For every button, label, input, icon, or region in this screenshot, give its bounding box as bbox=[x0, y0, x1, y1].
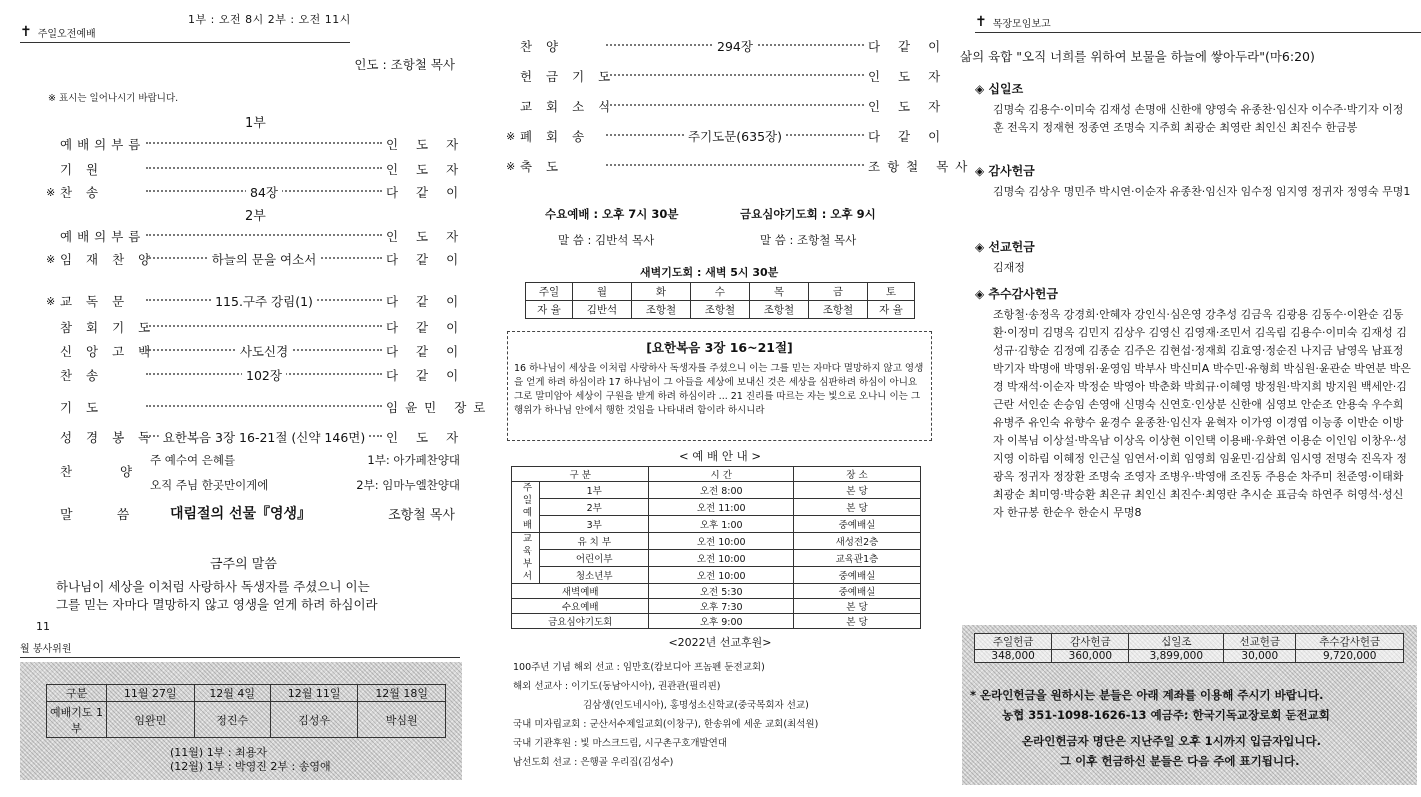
praise-song: 주 예수여 은혜를 bbox=[150, 453, 236, 467]
dawn-day: 금 bbox=[808, 283, 867, 301]
schedule-cell: 본 당 bbox=[793, 599, 920, 614]
verse-line: 그를 믿는 자마다 멸망하지 않고 영생을 얻게 하려 하심이라 bbox=[56, 597, 378, 612]
mission-line: 해외 선교사 : 이기도(동남아시아), 권관관(필리핀) bbox=[513, 681, 721, 692]
order-item bbox=[520, 67, 948, 85]
order-detail: 102장 bbox=[242, 366, 286, 384]
duty-footer bbox=[170, 746, 331, 774]
dawn-table bbox=[525, 282, 915, 319]
order-detail: 115.구주 강림(1) bbox=[211, 292, 317, 310]
schedule-group: 교육부서 bbox=[512, 533, 540, 584]
divider bbox=[20, 657, 460, 658]
dawn-day: 목 bbox=[749, 283, 808, 301]
order-leader bbox=[142, 343, 386, 359]
schedule-cell: 오후 9:00 bbox=[649, 614, 793, 629]
notice-line: 농협 351-1098-1626-13 예금주: 한국기독교장로회 둔전교회 bbox=[1002, 708, 1330, 722]
schedule-row bbox=[512, 482, 921, 499]
order-leader bbox=[142, 399, 386, 415]
dawn-leader: 조항철 bbox=[690, 301, 749, 319]
dotted-leader bbox=[606, 74, 864, 76]
order-leader bbox=[142, 429, 386, 445]
fri-sermon: 말 씀 : 조항철 목사 bbox=[760, 233, 857, 247]
duty-label: 예배기도 bbox=[49, 705, 93, 719]
dotted-leader bbox=[606, 164, 864, 166]
dawn-leader: 조항철 bbox=[631, 301, 690, 319]
group-title: 선교헌금 bbox=[988, 240, 1035, 254]
wed-sermon: 말 씀 : 김반석 목사 bbox=[558, 233, 655, 247]
praise-line-2 bbox=[150, 477, 460, 493]
order-item bbox=[520, 37, 948, 55]
schedule-cell: 오후 7:30 bbox=[649, 599, 793, 614]
offering-value: 360,000 bbox=[1052, 650, 1129, 663]
schedule-row bbox=[512, 516, 921, 533]
mission-line: 100주년 기념 해외 선교 : 임만호(캄보디아 프놈펜 둔전교회) bbox=[513, 662, 765, 673]
cross-icon: ✝ bbox=[20, 24, 32, 40]
order-leader bbox=[142, 319, 386, 335]
fri-service-title: 금요심야기도회 : 오후 9시 bbox=[740, 207, 876, 221]
part1-title: 1부 bbox=[245, 116, 266, 131]
scripture-title: [요한복음 3장 16~21절] bbox=[646, 340, 793, 355]
order-label: 찬 송 bbox=[60, 368, 104, 383]
mission-line: 국내 미자립교회 : 군산서수제일교회(이창구), 한송위에 세운 교회(최석원) bbox=[513, 719, 819, 730]
order-item bbox=[46, 292, 466, 310]
notice-line: * 온라인헌금을 원하시는 분들은 아래 계좌를 이용해 주시기 바랍니다. bbox=[970, 688, 1324, 702]
section-header-sunday bbox=[20, 24, 350, 40]
dawn-leader: 조항철 bbox=[808, 301, 867, 319]
online-notice bbox=[970, 685, 1410, 771]
schedule-cell: 본 당 bbox=[793, 614, 920, 629]
order-leader bbox=[602, 38, 868, 54]
group-names: 김재정 bbox=[993, 261, 1025, 274]
group-title: 추수감사헌금 bbox=[988, 287, 1058, 301]
order-item bbox=[60, 398, 493, 416]
order-leader bbox=[602, 98, 868, 114]
order-label: 임 재 찬 양 bbox=[60, 252, 156, 267]
order-leader-name: 다 같 이 bbox=[386, 185, 466, 200]
schedule-cell: 3부 bbox=[540, 516, 649, 533]
praise-label: 찬 양 bbox=[60, 464, 155, 479]
offering-value: 3,899,000 bbox=[1129, 650, 1224, 663]
mission-line: 남선도회 선교 : 은행골 우리집(김성수) bbox=[513, 757, 674, 768]
offering-col: 십일조 bbox=[1129, 634, 1224, 650]
standing-mark: ※ bbox=[46, 185, 56, 199]
mission-title: <2022년 선교후원> bbox=[668, 636, 772, 649]
part2-title: 2부 bbox=[245, 209, 266, 224]
schedule-col: 구 분 bbox=[512, 467, 649, 482]
sermon-preacher: 조항철 목사 bbox=[388, 507, 455, 523]
dotted-leader bbox=[146, 142, 382, 144]
schedule-row bbox=[512, 567, 921, 584]
praise-song: 오직 주님 한곳만이게에 bbox=[150, 478, 269, 492]
duty-header bbox=[20, 640, 460, 655]
schedule-cell: 교육관1층 bbox=[793, 550, 920, 567]
order-leader-name: 인 도 자 bbox=[386, 162, 466, 177]
schedule-title: < 예 배 안 내 > bbox=[679, 449, 761, 463]
order-detail: 사도신경 bbox=[236, 342, 292, 360]
schedule-cell: 본 당 bbox=[793, 499, 920, 516]
order-label: 기 도 bbox=[60, 400, 104, 415]
standing-mark: ※ bbox=[506, 159, 516, 173]
duty-footer-line: (11월) 1부 : 최용자 bbox=[170, 746, 267, 759]
order-leader-name: 다 같 이 bbox=[386, 252, 466, 267]
order-detail: 294장 bbox=[713, 37, 757, 55]
order-item bbox=[60, 160, 466, 178]
leader-line: 인도 : 조항철 목사 bbox=[354, 57, 455, 72]
order-leader-name: 다 같 이 bbox=[386, 294, 466, 309]
duty-box bbox=[20, 662, 462, 780]
offering-header-row bbox=[975, 634, 1404, 650]
schedule-cell: 오전 10:00 bbox=[649, 567, 793, 584]
middle-panel bbox=[490, 0, 975, 797]
order-leader bbox=[142, 251, 386, 267]
order-detail: 주기도문(635장) bbox=[684, 127, 786, 145]
duty-col: 11월 27일 bbox=[107, 685, 195, 702]
order-leader bbox=[142, 161, 386, 177]
section-header-report bbox=[975, 14, 1421, 30]
schedule-cell: 오전 5:30 bbox=[649, 584, 793, 599]
left-panel bbox=[0, 0, 493, 797]
schedule-row bbox=[512, 533, 921, 550]
order-leader-name: 다 같 이 bbox=[386, 320, 466, 335]
group-title-row bbox=[975, 80, 1413, 97]
standing-mark: ※ bbox=[46, 294, 56, 308]
dawn-leader: 자 율 bbox=[867, 301, 914, 319]
praise-lines bbox=[150, 452, 460, 493]
order-label: 교 독 문 bbox=[60, 294, 130, 309]
standing-mark: ※ bbox=[506, 129, 516, 143]
dotted-leader bbox=[146, 234, 382, 236]
offering-col: 감사헌금 bbox=[1052, 634, 1129, 650]
order-leader-name: 인 도 자 bbox=[386, 229, 466, 244]
duty-title: 월 봉사위원 bbox=[20, 644, 72, 655]
order-label: 신 앙 고 백 bbox=[60, 344, 156, 359]
scripture-box bbox=[507, 331, 932, 441]
duty-col: 12월 18일 bbox=[358, 685, 446, 702]
order-leader-name: 인 도 자 bbox=[868, 99, 948, 114]
order-label: 교 회 소 식 bbox=[520, 99, 616, 114]
group-title-row bbox=[975, 162, 1413, 179]
schedule-col: 시 간 bbox=[649, 467, 793, 482]
schedule-cell: 오전 11:00 bbox=[649, 499, 793, 516]
right-panel bbox=[955, 0, 1421, 797]
order-label: 성 경 봉 독 bbox=[60, 430, 156, 445]
order-leader bbox=[602, 158, 868, 174]
order-label: 헌 금 기 도 bbox=[520, 69, 616, 84]
schedule-cell: 어린이부 bbox=[540, 550, 649, 567]
dotted-leader bbox=[606, 104, 864, 106]
order-item bbox=[46, 250, 466, 268]
order-leader-name: 다 같 이 bbox=[868, 39, 948, 54]
summary-box bbox=[962, 625, 1417, 785]
offering-col: 추수감사헌금 bbox=[1296, 634, 1404, 650]
schedule-cell: 청소년부 bbox=[540, 567, 649, 584]
order-label: 축 도 bbox=[520, 159, 564, 174]
notice-line: 그 이후 헌금하신 분들은 다음 주에 표기됩니다. bbox=[1060, 754, 1300, 768]
order-leader bbox=[142, 228, 386, 244]
mission-line: 국내 기관후원 : 빛 마스크드림, 시구촌구호개발연대 bbox=[513, 738, 728, 749]
group-names: 조항철·송정옥 강경희·안혜자 강인식·심은영 강추성 김금옥 김광용 김동수·이완순 김동환·이정미 김명옥 김민지 김상우 김영신 김영재·조민서 김옥림 김용수·이미숙 김재성 김성규·김향순 김정예 김종순 김주은 김현섭·정재희 김효영·정순진 나지금 남영옥 남표정 박기자 박명애 박명위·윤영임 박부사 박신미A 박수민·유형희 박심원·윤관순 박연분 박은경 박재석·이순자 박정순 박영아 박춘화 박희규·이혜영 방정원·박지희 방지원 백세안·김근란 서인순 손승임 손영애 신명숙 신연호·인상분 신한애 심영보 안순조 안용숙 우수희 유병주 유인숙 유향수 윤경수 윤종찬·임신자 윤혁자 이가영 이경엽 이능종 이반순 이방자 이복님 이상설·박옥남 이상옥 이상현 이인택 이용배·우화연 이용순 이인임 이창우·성지영 이하림 이혜정 인근실 임연서·이희 임영희 임윤민·김삼희 임시영 전명숙 진옥자 정광옥 정귀자 정장환 조명숙 조영자 조병우·박영애 조진동 주용순 차주미 천준영·이태화 최광순 최미영·박승환 최은규 최인신 최진수·최영란 추시순 표금숙 하연주 허영석·성신자 한규봉 한순우 한순시 무명8 bbox=[993, 308, 1411, 519]
order-detail: 요한복음 3장 16-21절 (신약 146면) bbox=[159, 428, 369, 446]
order-label: 예배의부름 bbox=[60, 229, 146, 244]
mission-line: 김삼생(인도네시아), 홍명성소신학교(중국목회자 선교) bbox=[583, 700, 809, 711]
order-label: 참 회 기 도 bbox=[60, 320, 156, 335]
offering-values-row bbox=[975, 650, 1404, 663]
praise-choir: 2부: 임마누엘찬양대 bbox=[356, 478, 460, 492]
order-item bbox=[60, 227, 466, 245]
page-number: 11 bbox=[36, 620, 50, 633]
dawn-days-row bbox=[526, 283, 915, 301]
order-leader bbox=[142, 136, 386, 152]
service-times: 1부 : 오전 8시 2부 : 오전 11시 bbox=[188, 13, 351, 26]
duty-cell: 정진수 bbox=[194, 702, 270, 738]
standing-note: ※ 표시는 일어나시기 바랍니다. bbox=[48, 93, 179, 104]
order-leader bbox=[142, 367, 386, 383]
schedule-group: 주일예배 bbox=[512, 482, 540, 533]
schedule-cell: 1부 bbox=[540, 482, 649, 499]
schedule-row bbox=[512, 614, 921, 629]
sermon-label: 말 씀 bbox=[60, 507, 150, 523]
standing-mark: ※ bbox=[46, 252, 56, 266]
schedule-cell: 새벽예배 bbox=[512, 584, 649, 599]
order-label: 예배의부름 bbox=[60, 137, 146, 152]
schedule-cell: 오후 1:00 bbox=[649, 516, 793, 533]
offering-group bbox=[975, 80, 1413, 137]
schedule-cell: 오전 10:00 bbox=[649, 533, 793, 550]
group-title-row bbox=[975, 238, 1413, 255]
weekly-verse bbox=[56, 578, 378, 614]
duty-col: 구분 bbox=[47, 685, 107, 702]
weekly-verse-title: 금주의 말씀 bbox=[210, 557, 277, 572]
group-title-row bbox=[975, 285, 1413, 302]
section-title: 주일오전예배 bbox=[37, 28, 96, 40]
duty-table bbox=[46, 684, 446, 738]
group-names: 김명숙 김상우 명민주 박시연·이순자 유종찬·임신자 임수정 임지영 정귀자 정영숙 무명1 bbox=[993, 185, 1411, 198]
offering-col: 선교헌금 bbox=[1224, 634, 1296, 650]
verse-line: 하나님이 세상을 이처럼 사랑하사 독생자를 주셨으니 이는 bbox=[56, 579, 370, 594]
schedule-row bbox=[512, 499, 921, 516]
schedule-row bbox=[512, 550, 921, 567]
order-label: 기 원 bbox=[60, 162, 104, 177]
schedule-table bbox=[511, 466, 921, 629]
offering-group bbox=[975, 238, 1413, 277]
offering-value: 9,720,000 bbox=[1296, 650, 1404, 663]
schedule-cell: 본 당 bbox=[793, 482, 920, 499]
schedule-cell: 중예배실 bbox=[793, 516, 920, 533]
order-item bbox=[60, 342, 466, 360]
sermon-line bbox=[60, 503, 455, 523]
divider bbox=[20, 42, 350, 43]
mission-list bbox=[513, 658, 818, 772]
dawn-leader: 자 율 bbox=[526, 301, 573, 319]
order-leader bbox=[602, 128, 868, 144]
schedule-col: 장 소 bbox=[793, 467, 920, 482]
schedule-cell: 새성전2층 bbox=[793, 533, 920, 550]
schedule-header bbox=[512, 467, 921, 482]
duty-footer-line: (12월) 1부 : 박영진 2부 : 송영애 bbox=[170, 760, 331, 773]
order-leader-name: 다 같 이 bbox=[386, 344, 466, 359]
group-title: 감사헌금 bbox=[988, 164, 1035, 178]
dawn-day: 월 bbox=[572, 283, 631, 301]
order-item bbox=[506, 157, 975, 175]
dawn-day: 주일 bbox=[526, 283, 573, 301]
diamond-icon: ◈ bbox=[975, 240, 989, 254]
dawn-day: 화 bbox=[631, 283, 690, 301]
offering-group bbox=[975, 162, 1413, 201]
section-title: 목장모임보고 bbox=[992, 18, 1051, 30]
schedule-row bbox=[512, 584, 921, 599]
duty-part: 1부 bbox=[71, 705, 103, 735]
order-label: 폐 회 송 bbox=[520, 129, 590, 144]
dawn-leader: 조항철 bbox=[749, 301, 808, 319]
order-item bbox=[60, 366, 466, 384]
order-leader-name: 다 같 이 bbox=[386, 368, 466, 383]
offering-value: 30,000 bbox=[1224, 650, 1296, 663]
schedule-cell: 중예배실 bbox=[793, 584, 920, 599]
schedule-cell: 수요예배 bbox=[512, 599, 649, 614]
duty-cell: 임완민 bbox=[107, 702, 195, 738]
dotted-leader bbox=[146, 405, 382, 407]
order-leader-name: 다 같 이 bbox=[868, 129, 948, 144]
order-leader bbox=[142, 293, 386, 309]
schedule-cell: 오전 10:00 bbox=[649, 550, 793, 567]
schedule-cell: 오전 8:00 bbox=[649, 482, 793, 499]
schedule-row bbox=[512, 599, 921, 614]
duty-col: 12월 4일 bbox=[194, 685, 270, 702]
notice-line: 온라인헌금자 명단은 지난주일 오후 1시까지 입금자입니다. bbox=[1022, 734, 1322, 748]
sermon-title: 대림절의 선물『영생』 bbox=[170, 506, 312, 522]
order-item bbox=[60, 318, 466, 336]
duty-row-label bbox=[47, 702, 107, 738]
order-detail: 하늘의 문을 여소서 bbox=[208, 250, 321, 268]
divider bbox=[975, 32, 1421, 33]
order-leader-name: 인 도 자 bbox=[386, 137, 466, 152]
offering-summary-table bbox=[974, 633, 1404, 663]
order-item bbox=[60, 428, 466, 446]
order-label: 찬 송 bbox=[60, 185, 104, 200]
order-label: 찬 양 bbox=[520, 39, 564, 54]
report-headline: 삶의 육합 "오직 너희를 위하여 보물을 하늘에 쌓아두라"(마6:20) bbox=[960, 49, 1315, 64]
duty-col: 12월 11일 bbox=[270, 685, 358, 702]
offering-value: 348,000 bbox=[975, 650, 1052, 663]
dotted-leader bbox=[146, 325, 382, 327]
wed-service-title: 수요예배 : 오후 7시 30분 bbox=[545, 207, 679, 221]
diamond-icon: ◈ bbox=[975, 82, 989, 96]
duty-cell: 박심원 bbox=[358, 702, 446, 738]
order-item bbox=[506, 127, 948, 145]
praise-line-1 bbox=[150, 452, 460, 468]
dawn-day: 수 bbox=[690, 283, 749, 301]
schedule-cell: 금요심야기도회 bbox=[512, 614, 649, 629]
dotted-leader bbox=[146, 167, 382, 169]
order-item bbox=[60, 135, 466, 153]
schedule-cell: 2부 bbox=[540, 499, 649, 516]
schedule-cell: 유 치 부 bbox=[540, 533, 649, 550]
diamond-icon: ◈ bbox=[975, 164, 989, 178]
order-leader-name: 인 도 자 bbox=[386, 430, 466, 445]
cross-icon: ✝ bbox=[975, 14, 987, 30]
order-leader bbox=[602, 68, 868, 84]
offering-group bbox=[975, 285, 1413, 522]
group-names: 김명숙 김용수·이미숙 김재성 손명애 신한애 양영숙 유종찬·임신자 이수주·박기자 이정훈 전옥지 정재현 정종연 조명숙 지주희 최광순 최영란 최인신 최진수 한금봉 bbox=[993, 103, 1404, 134]
order-leader bbox=[142, 184, 386, 200]
schedule-cell: 중예배실 bbox=[793, 567, 920, 584]
praise-choir: 1부: 아가페찬양대 bbox=[367, 453, 460, 467]
order-leader-name: 조항철 목사 bbox=[868, 159, 975, 174]
group-title: 십일조 bbox=[988, 82, 1024, 96]
duty-cell: 김성우 bbox=[270, 702, 358, 738]
order-leader-name: 임윤민 장로 bbox=[386, 400, 493, 415]
dawn-leaders-row bbox=[526, 301, 915, 319]
dawn-day: 토 bbox=[867, 283, 914, 301]
scripture-text: 16 하나님이 세상을 이처럼 사랑하사 독생자를 주셨으니 이는 그를 믿는 자마다 멸망하지 않고 영생을 얻게 하려 하심이라 17 하나님이 그 아들을 세상에 보내신 것은 세상을 심판하려 하심이 아니요 그로 말미암아 세상이 구원을 받게 하려 하심이라 ... 21 진리를 따르는 자는 빛으로 오나니 이는 그 행위가 하나님 안에서 행한 것임을 나타내려 함이라 하시니라 bbox=[514, 363, 924, 416]
dawn-title: 새벽기도회 : 새벽 5시 30분 bbox=[640, 266, 779, 279]
order-item bbox=[520, 97, 948, 115]
diamond-icon: ◈ bbox=[975, 287, 989, 301]
order-detail: 84장 bbox=[246, 183, 282, 201]
dawn-leader: 김반석 bbox=[572, 301, 631, 319]
order-item bbox=[46, 183, 466, 201]
order-leader-name: 인 도 자 bbox=[868, 69, 948, 84]
offering-col: 주일헌금 bbox=[975, 634, 1052, 650]
